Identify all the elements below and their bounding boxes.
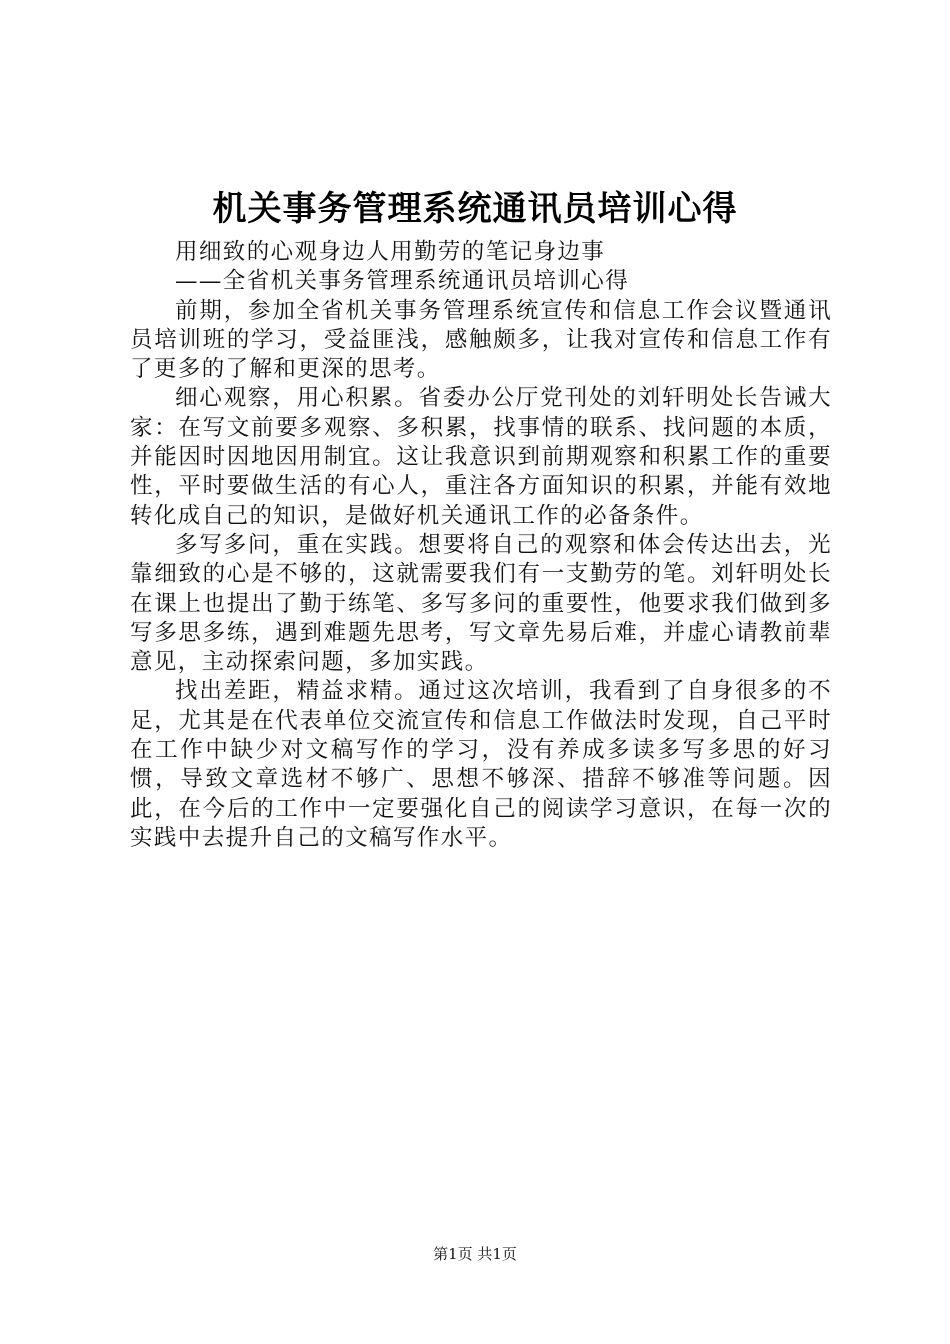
paragraph-improve: 找出差距，精益求精。通过这次培训，我看到了自身很多的不足，尤其是在代表单位交流宣传和信息工作做法时发现，自己平时在工作中缺少对文稿写作的学习，没有养成多读多写多思的好习惯，导致文章选材不够广、思想不够深、措辞不够准等问题。因此，在今后的工作中一定要强化自己的阅读学习意识，在每一次的实践中去提升自己的文稿写作水平。 xyxy=(130,678,832,851)
document-title: 机关事务管理系统通讯员培训心得 xyxy=(212,189,738,229)
paragraph-practice: 多写多问，重在实践。想要将自己的观察和体会传达出去，光靠细致的心是不够的，这就需要我们有一支勤劳的笔。刘轩明处长在课上也提出了勤于练笔、多写多问的重要性，他要求我们做到多写多思多练，遇到难题先思考，写文章先易后难，并虚心请教前辈意见，主动探索问题，多加实践。 xyxy=(130,531,832,676)
paragraph-intro: 前期，参加全省机关事务管理系统宣传和信息工作会议暨通讯员培训班的学习，受益匪浅，感触颇多，让我对宣传和信息工作有了更多的了解和更深的思考。 xyxy=(130,297,832,383)
document-body xyxy=(130,238,832,853)
paragraph-observe: 细心观察，用心积累。省委办公厅党刊处的刘轩明处长告诫大家：在写文前要多观察、多积累，找事情的联系、找问题的本质，并能因时因地因用制宜。这让我意识到前期观察和积累工作的重要性，平时要做生活的有心人，重注各方面知识的积累，并能有效地转化成自己的知识，是做好机关通讯工作的必备条件。 xyxy=(130,385,832,529)
page-number: 第1页 共1页 xyxy=(433,1245,517,1263)
subtitle-line: 用细致的心观身边人用勤劳的笔记身边事 xyxy=(175,239,606,265)
subheading-line: ——全省机关事务管理系统通讯员培训心得 xyxy=(175,268,630,295)
